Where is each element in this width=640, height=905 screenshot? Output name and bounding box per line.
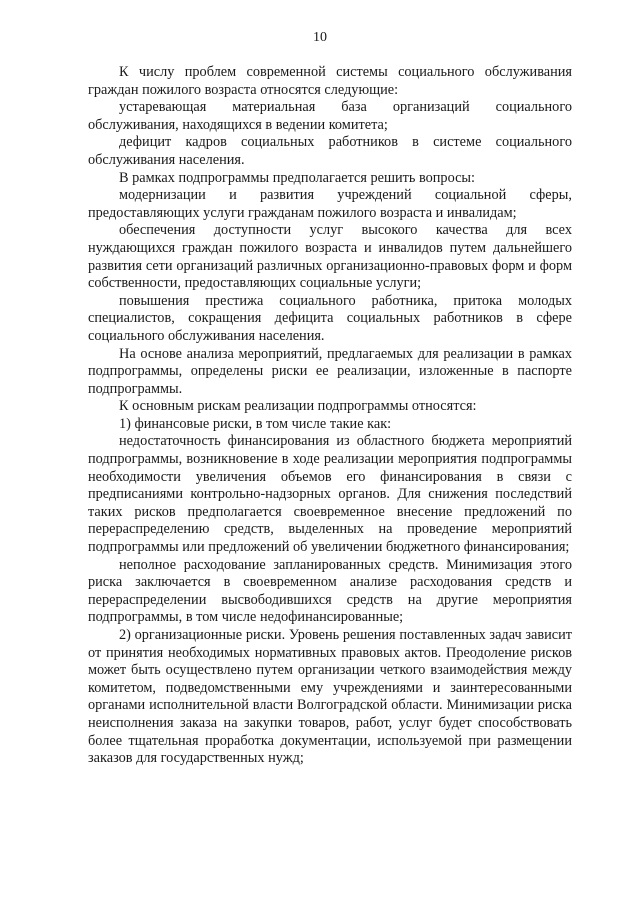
paragraph-prestige: повышения престижа социального работника, притока молодых специалистов, сокращения дефицита социальных работников в сфере социального обслуживания населения. [88, 292, 572, 344]
paragraph-main-risks: К основным рискам реализации подпрограммы относятся: [119, 398, 477, 415]
paragraph-risk-analysis: На основе анализа мероприятий, предлагаемых для реализации в рамках подпрограммы, определены риски ее реализации, изложенные в паспорте подпрограммы. [88, 345, 572, 397]
paragraph-staff-shortage: дефицит кадров социальных работников в системе социального обслуживания населения. [88, 134, 572, 168]
paragraph-insufficient-funding: недостаточность финансирования из областного бюджета мероприятий подпрограммы, возникновение в ходе реализации мероприятия подпрограммы необходимости увеличения объемов его финансирования в связи с предписаниями контрольно-надзорных органов. Для снижения последствий таких рисков предполагается своевременное внесение предложений по перераспределению средств, выделенных на проведение мероприятий подпрограммы или предложений об увеличении бюджетного финансирования; [88, 433, 572, 556]
paragraph-incomplete-spending: неполное расходование запланированных средств. Минимизация этого риска заключается в своевременном анализе расходования средств и перераспределении высвободившихся средств на другие мероприятия подпрограммы, в том числе недофинансированные; [88, 556, 572, 626]
paragraph-organizational-risks: 2) организационные риски. Уровень решения поставленных задач зависит от принятия необходимых нормативных правовых актов. Преодоление рисков может быть осуществлено путем организации четкого взаимодействия между комитетом, подведомственными ему учреждениями и заинтересованными органами исполнительной власти Волгоградской области. Минимизации риска неисполнения заказа на закупки товаров, работ, услуг будет способствовать более тщательная проработка документации, используемой при размещении заказов для государственных нужд; [88, 627, 572, 767]
paragraph-accessibility: обеспечения доступности услуг высокого качества для всех нуждающихся граждан пожилого возраста и инвалидов путем дальнейшего развития сети организаций различных организационно-правовых форм и форм собственности, предоставляющих социальные услуги; [88, 222, 572, 292]
paragraph-modernization: модернизации и развития учреждений социальной сферы, предоставляющих услуги гражданам пожилого возраста и инвалидам; [88, 187, 572, 221]
paragraph-problems-intro: К числу проблем современной системы социального обслуживания граждан пожилого возраста относятся следующие: [88, 64, 572, 98]
paragraph-material-base: устаревающая материальная база организаций социального обслуживания, находящихся в ведении комитета; [88, 99, 572, 133]
document-body [88, 64, 572, 768]
paragraph-subprogram-goals: В рамках подпрограммы предполагается решить вопросы: [119, 169, 476, 186]
paragraph-financial-risks: 1) финансовые риски, в том числе такие как: [119, 415, 392, 432]
page-number: 10 [313, 30, 327, 45]
